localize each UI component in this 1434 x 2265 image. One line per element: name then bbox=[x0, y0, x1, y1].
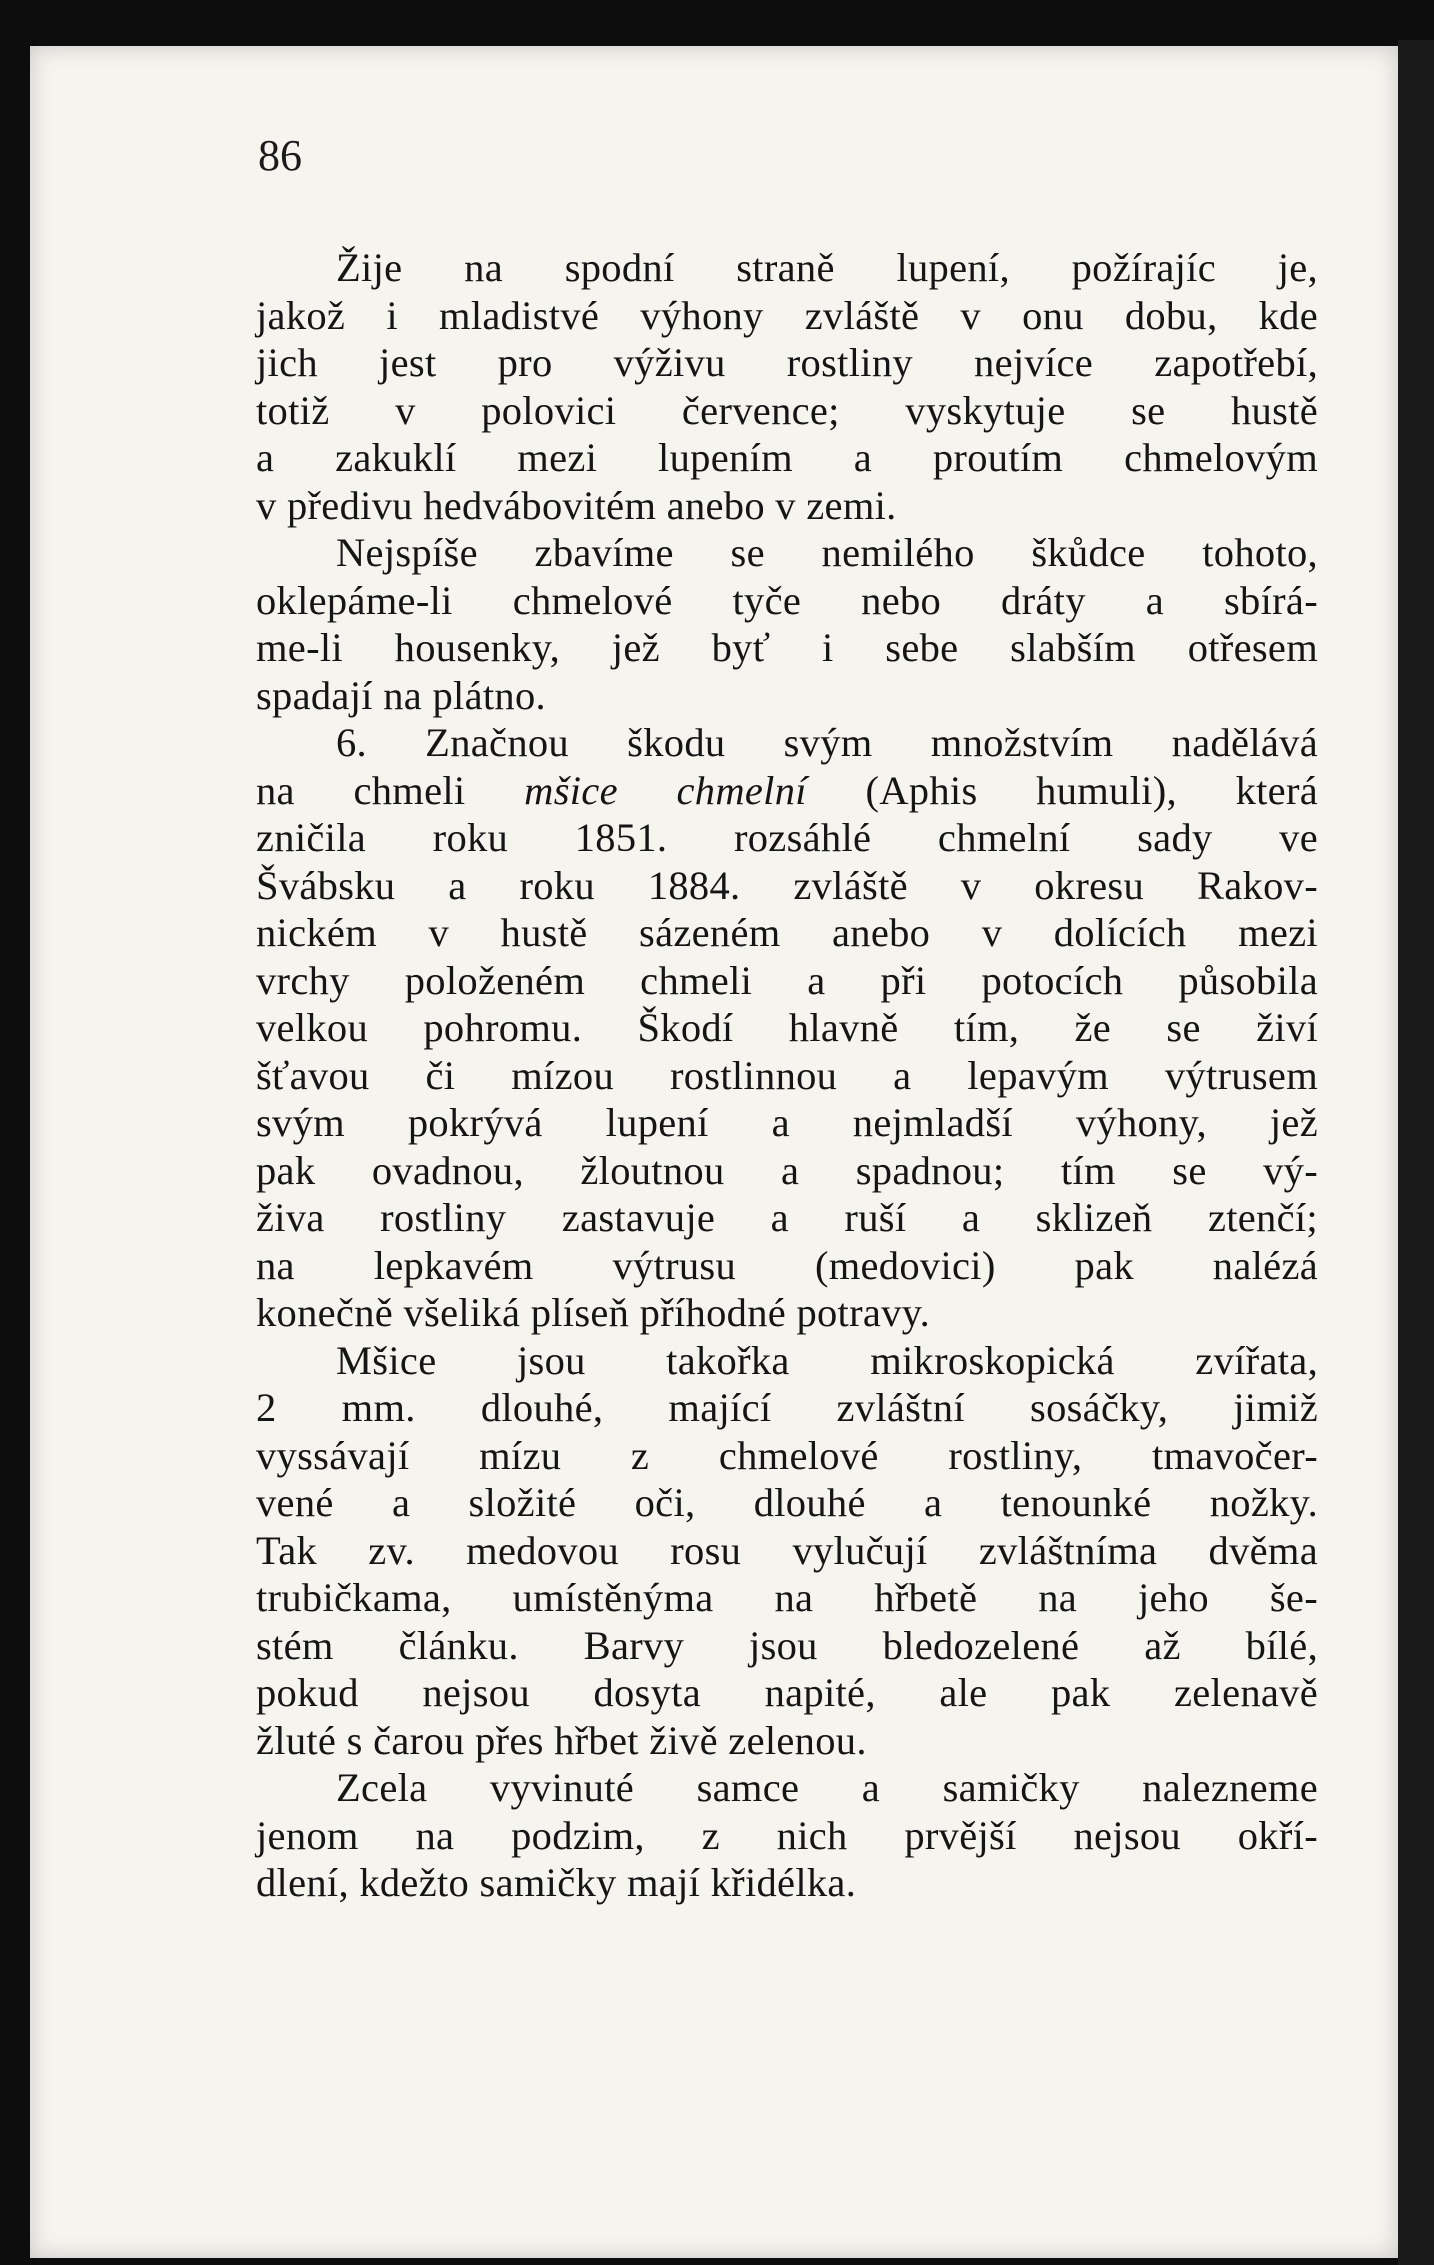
text-line: Tak zv. medovou rosu vylučují zvláštníma dvěma bbox=[256, 1527, 1318, 1573]
text-line: 2 mm. dlouhé, mající zvláštní sosáčky, jimiž bbox=[256, 1385, 1318, 1430]
italic-species-name: mšice chmelní bbox=[524, 767, 807, 813]
text-line: svým pokrývá lupení a nejmladší výhony, jež bbox=[256, 1100, 1318, 1145]
text-line: a zakuklí mezi lupením a proutím chmelovým bbox=[256, 435, 1318, 480]
text-line: jenom na podzim, z nich prvější nejsou okří- bbox=[256, 1812, 1318, 1858]
text-line: pokud nejsou dosyta napité, ale pak zelenavě bbox=[256, 1670, 1318, 1715]
page-edge-shadow bbox=[1398, 40, 1434, 2265]
text-fragment: (Aphis humuli), která bbox=[865, 767, 1319, 813]
text-line: Žije na spodní straně lupení, požírajíc je, bbox=[336, 245, 1318, 290]
text-line: žluté s čarou přes hřbet živě zelenou. bbox=[256, 1717, 867, 1763]
text-line: Zcela vyvinuté samce a samičky nalezneme bbox=[336, 1765, 1318, 1810]
text-line: zničila roku 1851. rozsáhlé chmelní sady ve bbox=[256, 815, 1318, 860]
text-line: v předivu hedvábovitém anebo v zemi. bbox=[256, 482, 897, 528]
text-line: pak ovadnou, žloutnou a spadnou; tím se vý- bbox=[256, 1147, 1318, 1193]
text-line: Mšice jsou takořka mikroskopická zvířata, bbox=[336, 1337, 1318, 1383]
text-line: spadají na plátno. bbox=[256, 672, 546, 718]
text-line: šťavou či mízou rostlinnou a lepavým výtrusem bbox=[256, 1052, 1318, 1098]
text-line: vyssávají mízu z chmelové rostliny, tmavočer- bbox=[256, 1432, 1318, 1478]
text-line: vené a složité oči, dlouhé a tenounké nožky. bbox=[256, 1480, 1318, 1525]
text-line: Švábsku a roku 1884. zvláště v okresu Rakov- bbox=[256, 862, 1318, 908]
text-line: Nejspíše zbavíme se nemilého škůdce tohoto, bbox=[336, 530, 1318, 575]
text-line: jakož i mladistvé výhony zvláště v onu dobu, kde bbox=[256, 292, 1318, 338]
text-line: jich jest pro výživu rostliny nejvíce zapotřebí, bbox=[256, 340, 1318, 385]
text-line: nickém v hustě sázeném anebo v dolících mezi bbox=[256, 910, 1318, 955]
text-line: vrchy položeném chmeli a při potocích působila bbox=[256, 957, 1318, 1003]
text-line: oklepáme-li chmelové tyče nebo dráty a sbírá- bbox=[256, 577, 1318, 623]
text-line: velkou pohromu. Škodí hlavně tím, že se živí bbox=[256, 1005, 1318, 1050]
text-line: totiž v polovici července; vyskytuje se hustě bbox=[256, 387, 1318, 433]
text-line: živa rostliny zastavuje a ruší a sklizeň ztenčí; bbox=[256, 1195, 1318, 1240]
text-line-mixed bbox=[256, 767, 1318, 815]
text-line: dlení, kdežto samičky mají křidélka. bbox=[256, 1860, 857, 1905]
text-line: 6. Značnou škodu svým množstvím nadělává bbox=[336, 720, 1318, 765]
page-number: 86 bbox=[258, 131, 302, 180]
text-line: na lepkavém výtrusu (medovici) pak nalézá bbox=[256, 1242, 1318, 1288]
text-line: trubičkama, umístěnýma na hřbetě na jeho še- bbox=[256, 1575, 1318, 1620]
text-fragment: na chmeli bbox=[256, 767, 466, 813]
text-line: stém článku. Barvy jsou bledozelené až bílé, bbox=[256, 1622, 1318, 1668]
text-line: konečně všeliká plíseň příhodné potravy. bbox=[256, 1290, 931, 1335]
text-line: me-li housenky, jež byť i sebe slabším otřesem bbox=[256, 625, 1318, 670]
body-text bbox=[256, 244, 1318, 1907]
